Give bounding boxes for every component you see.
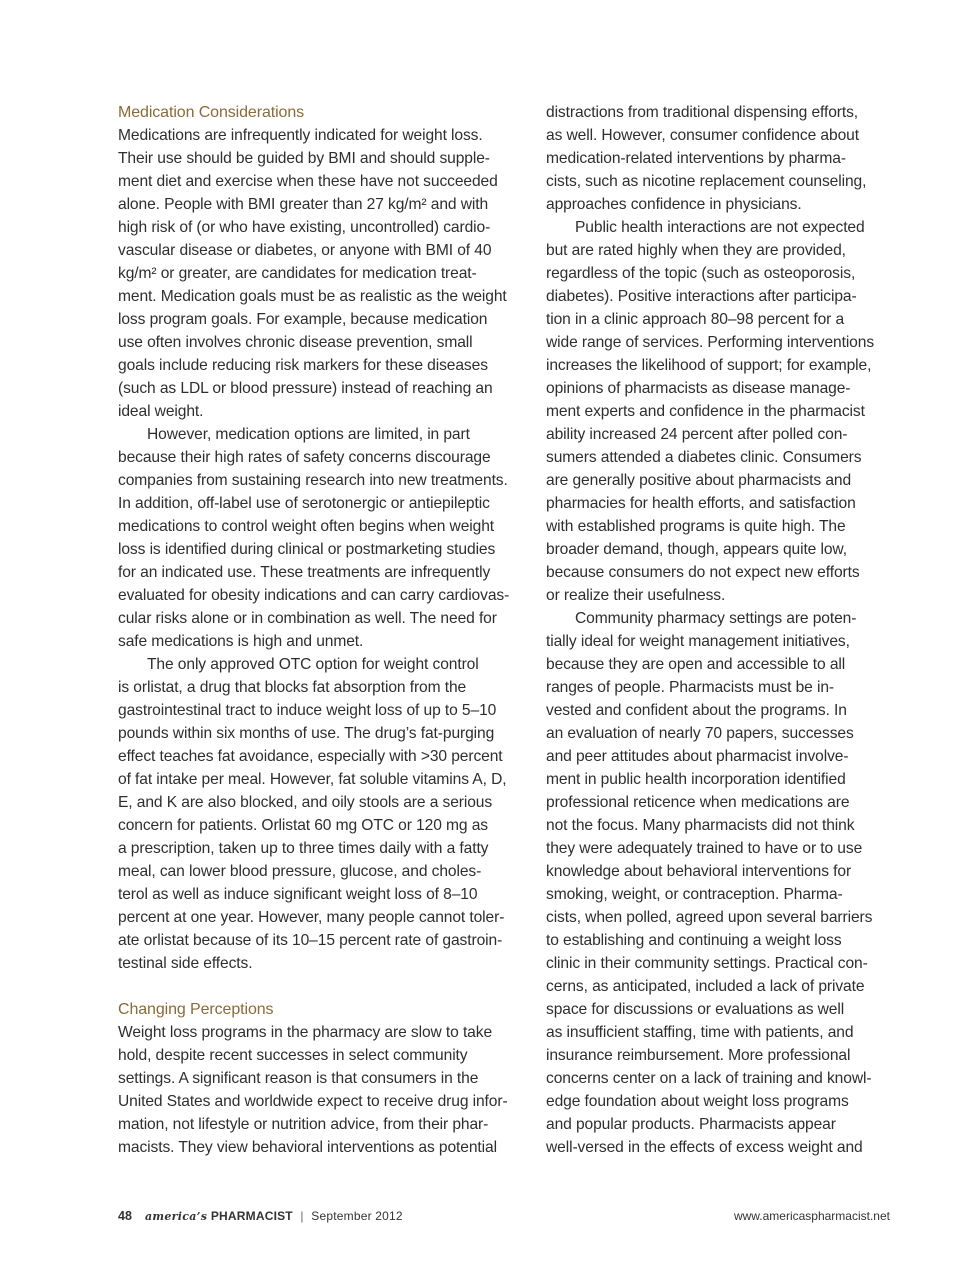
text-line: and peer attitudes about pharmacist involve- — [546, 748, 849, 765]
text-line: gastrointestinal tract to induce weight loss of up to 5–10 — [118, 702, 497, 719]
text-line: because they are open and accessible to all — [546, 656, 846, 673]
page-number: 48 — [118, 1209, 132, 1223]
text-line: cists, such as nicotine replacement counseling, — [546, 173, 867, 190]
text-line: knowledge about behavioral interventions for — [546, 863, 852, 880]
text-line: effect teaches fat avoidance, especially with >30 percent — [118, 748, 503, 765]
text-line: edge foundation about weight loss programs — [546, 1093, 849, 1110]
text-line: ate orlistat because of its 10–15 percent rate of gastroin- — [118, 932, 503, 949]
text-line: and popular products. Pharmacists appear — [546, 1116, 836, 1133]
text-line: medications to control weight often begins when weight — [118, 518, 495, 535]
text-line: (such as LDL or blood pressure) instead of reaching an — [118, 380, 493, 397]
publication-logo — [145, 1209, 403, 1223]
text-line: clinic in their community settings. Practical con- — [546, 955, 868, 972]
text-line: distractions from traditional dispensing efforts, — [546, 104, 859, 121]
text-line: United States and worldwide expect to receive drug infor- — [118, 1093, 508, 1110]
text-line: meal, can lower blood pressure, glucose, and choles- — [118, 863, 482, 880]
text-line: diabetes). Positive interactions after participa- — [546, 288, 857, 305]
paragraph — [546, 607, 891, 1159]
text-line: In addition, off-label use of serotonergic or antiepileptic — [118, 495, 490, 512]
text-line: or realize their usefulness. — [546, 587, 726, 604]
text-line: because their high rates of safety concerns discourage — [118, 449, 491, 466]
text-line: ment diet and exercise when these have not succeeded — [118, 173, 498, 190]
text-line: for an indicated use. These treatments are infrequently — [118, 564, 491, 581]
text-line: pharmacies for health efforts, and satisfaction — [546, 495, 856, 512]
text-line: cists, when polled, agreed upon several barriers — [546, 909, 873, 926]
text-line: terol as well as induce significant weight loss of 8–10 — [118, 886, 478, 903]
text-line: use often involves chronic disease prevention, small — [118, 334, 473, 351]
text-line: evaluated for obesity indications and can carry cardiovas- — [118, 587, 510, 604]
text-line: Their use should be guided by BMI and should supple- — [118, 150, 490, 167]
text-line: However, medication options are limited, in part — [147, 426, 470, 443]
text-line: an evaluation of nearly 70 papers, successes — [546, 725, 854, 742]
text-line: not the focus. Many pharmacists did not think — [546, 817, 855, 834]
text-line: Public health interactions are not expected — [575, 219, 865, 236]
paragraph — [118, 653, 518, 975]
text-line: with established programs is quite high. The — [546, 518, 846, 535]
text-line: vascular disease or diabetes, or anyone with BMI of 40 — [118, 242, 492, 259]
text-line: sumers attended a diabetes clinic. Consumers — [546, 449, 862, 466]
text-line: smoking, weight, or contraception. Pharma- — [546, 886, 843, 903]
text-line: regardless of the topic (such as osteoporosis, — [546, 265, 856, 282]
issue-date: September 2012 — [311, 1209, 403, 1223]
text-line: insurance reimbursement. More professional — [546, 1047, 851, 1064]
text-line: mation, not lifestyle or nutrition advice, from their phar- — [118, 1116, 489, 1133]
text-line: companies from sustaining research into new treatments. — [118, 472, 508, 489]
text-line: to establishing and continuing a weight loss — [546, 932, 842, 949]
text-line: medication-related interventions by pharma- — [546, 150, 846, 167]
text-line: as insufficient staffing, time with patients, and — [546, 1024, 854, 1041]
text-line: testinal side effects. — [118, 955, 253, 972]
text-line: increases the likelihood of support; for example, — [546, 357, 872, 374]
text-line: pounds within six months of use. The drug’s fat-purging — [118, 725, 495, 742]
text-line: Community pharmacy settings are poten- — [575, 610, 857, 627]
text-line: opinions of pharmacists as disease manage- — [546, 380, 851, 397]
text-line: Weight loss programs in the pharmacy are slow to take — [118, 1024, 493, 1041]
text-line: wide range of services. Performing interventions — [546, 334, 875, 351]
text-line: a prescription, taken up to three times daily with a fatty — [118, 840, 489, 857]
text-line: high risk of (or who have existing, uncontrolled) cardio- — [118, 219, 491, 236]
logo-small-text: america’s — [145, 1210, 208, 1223]
text-line: ment. Medication goals must be as realistic as the weight — [118, 288, 507, 305]
text-line: goals include reducing risk markers for these diseases — [118, 357, 488, 374]
right-column — [546, 101, 891, 1159]
text-line: broader demand, though, appears quite low, — [546, 541, 847, 558]
left-column — [118, 101, 518, 1159]
text-line: professional reticence when medications are — [546, 794, 850, 811]
text-line: is orlistat, a drug that blocks fat absorption from the — [118, 679, 467, 696]
section-gap — [118, 975, 518, 998]
text-line: safe medications is high and unmet. — [118, 633, 364, 650]
section-heading-changing-perceptions: Changing Perceptions — [118, 1001, 274, 1018]
text-line: kg/m² or greater, are candidates for medication treat- — [118, 265, 477, 282]
paragraph — [118, 1021, 518, 1159]
text-line: approaches confidence in physicians. — [546, 196, 802, 213]
paragraph — [546, 216, 891, 607]
paragraph — [546, 101, 891, 216]
text-line: tion in a clinic approach 80–98 percent for a — [546, 311, 845, 328]
website-url: www.americaspharmacist.net — [733, 1209, 890, 1223]
page-footer — [118, 1209, 890, 1229]
text-line: of fat intake per meal. However, fat soluble vitamins A, D, — [118, 771, 507, 788]
text-line: ranges of people. Pharmacists must be in- — [546, 679, 834, 696]
text-line: loss is identified during clinical or postmarketing studies — [118, 541, 496, 558]
text-line: ment in public health incorporation identified — [546, 771, 846, 788]
text-line: they were adequately trained to have or to use — [546, 840, 863, 857]
section-heading-medication-considerations: Medication Considerations — [118, 104, 305, 121]
text-line: because consumers do not expect new efforts — [546, 564, 860, 581]
text-line: percent at one year. However, many people cannot toler- — [118, 909, 505, 926]
text-line: space for discussions or evaluations as well — [546, 1001, 845, 1018]
text-line: but are rated highly when they are provided, — [546, 242, 846, 259]
text-line: Medications are infrequently indicated for weight loss. — [118, 127, 483, 144]
text-line: concern for patients. Orlistat 60 mg OTC or 120 mg as — [118, 817, 488, 834]
text-line: are generally positive about pharmacists and — [546, 472, 852, 489]
text-line: ideal weight. — [118, 403, 204, 420]
text-line: ment experts and confidence in the pharmacist — [546, 403, 865, 420]
text-line: well-versed in the effects of excess weight and — [546, 1139, 863, 1156]
text-line: hold, despite recent successes in select community — [118, 1047, 468, 1064]
text-line: cerns, as anticipated, included a lack of private — [546, 978, 865, 995]
text-line: alone. People with BMI greater than 27 kg/m² and with — [118, 196, 489, 213]
paragraph — [118, 124, 518, 423]
text-line: cular risks alone or in combination as well. The need for — [118, 610, 497, 627]
text-line: ability increased 24 percent after polled con- — [546, 426, 848, 443]
text-line: loss program goals. For example, because medication — [118, 311, 488, 328]
text-line: tially ideal for weight management initiatives, — [546, 633, 850, 650]
footer-separator: | — [300, 1209, 304, 1223]
text-line: settings. A significant reason is that consumers in the — [118, 1070, 479, 1087]
logo-big-text: PHARMACIST — [210, 1209, 293, 1223]
text-line: macists. They view behavioral interventions as potential — [118, 1139, 497, 1156]
paragraph — [118, 423, 518, 653]
text-line: concerns center on a lack of training and knowl- — [546, 1070, 872, 1087]
text-line: The only approved OTC option for weight control — [147, 656, 479, 673]
text-line: E, and K are also blocked, and oily stools are a serious — [118, 794, 493, 811]
text-line: as well. However, consumer confidence about — [546, 127, 859, 144]
text-line: vested and confident about the programs. In — [546, 702, 847, 719]
